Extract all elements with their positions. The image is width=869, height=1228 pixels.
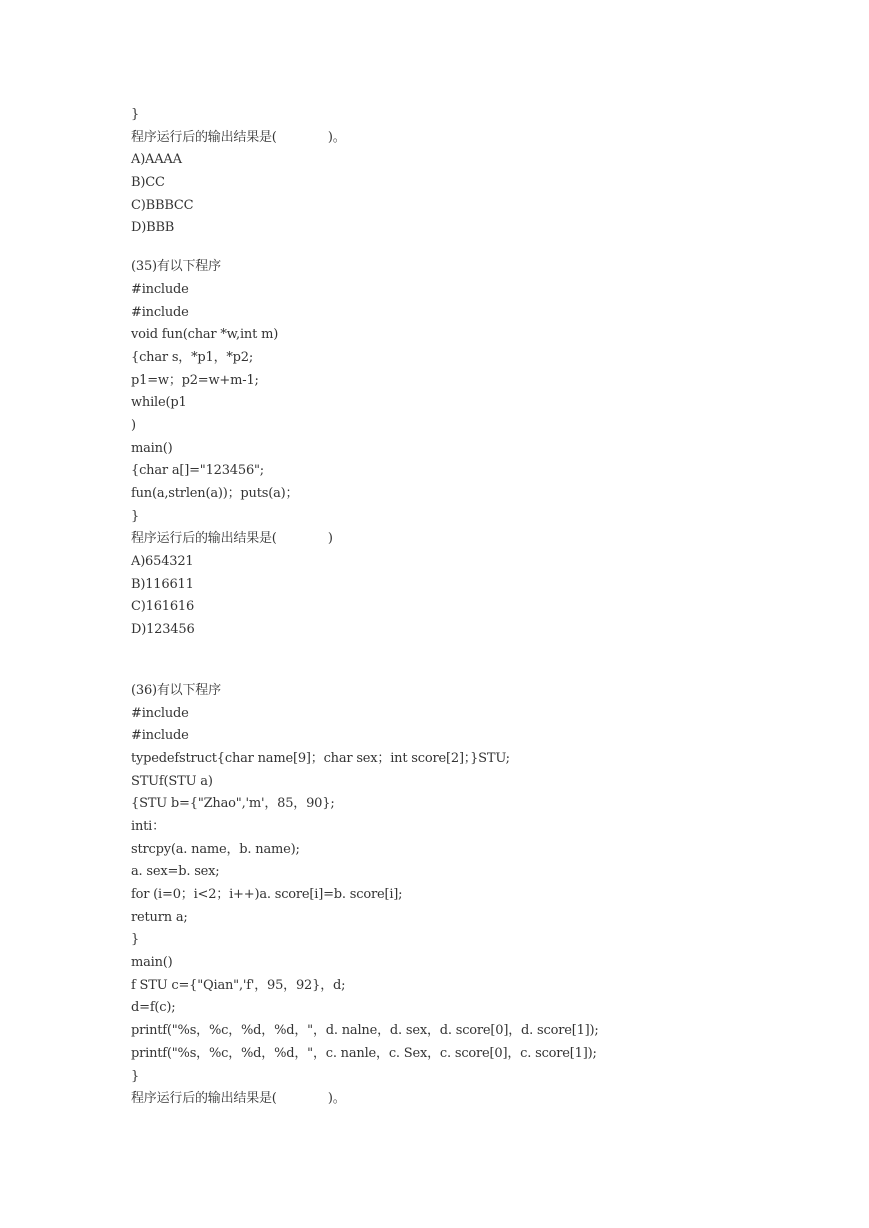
code-line: #include <box>131 705 189 721</box>
spacer <box>131 240 851 256</box>
question-34-tail <box>131 104 851 240</box>
code-line: void fun(char *w,int m) <box>131 327 279 343</box>
question-prompt: 程序运行后的输出结果是( )。 <box>131 1091 346 1107</box>
answer-option-d: D)123456 <box>131 622 195 638</box>
answer-option-b: B)CC <box>131 175 165 191</box>
code-line: inti： <box>131 818 165 834</box>
question-35 <box>131 256 851 642</box>
code-line: } <box>131 932 140 948</box>
question-prompt: 程序运行后的输出结果是( )。 <box>131 129 346 145</box>
code-line: STUf(STU a) <box>131 773 213 789</box>
code-line: strcpy(a. name，b. name); <box>131 841 300 857</box>
code-line: #include <box>131 304 189 320</box>
code-line: return a; <box>131 909 188 925</box>
code-line: printf("%s，%c，%d，%d，"，c. nanle，c. Sex，c. score[0]，c. score[1]); <box>131 1045 597 1061</box>
spacer <box>131 642 851 680</box>
code-line: } <box>131 508 140 524</box>
code-line: for (i=0；i<2；i++)a. score[i]=b. score[i]; <box>131 887 403 902</box>
code-line: while(p1 <box>131 395 187 411</box>
answer-option-d: D)BBB <box>131 220 175 236</box>
answer-option-b: B)116611 <box>131 576 194 592</box>
code-line: p1=w；p2=w+m-1; <box>131 372 259 388</box>
code-line: {char s，*p1，*p2; <box>131 349 254 365</box>
code-line: main() <box>131 440 173 456</box>
code-line: {STU b={"Zhao",'m'，85，90}; <box>131 796 335 812</box>
code-line: a. sex=b. sex; <box>131 864 220 880</box>
question-title: (36)有以下程序 <box>131 682 221 698</box>
code-line: f STU c={"Qian",'f'，95，92}，d; <box>131 977 346 993</box>
code-line: fun(a,strlen(a))；puts(a)； <box>131 486 299 501</box>
answer-option-c: C)BBBCC <box>131 197 194 213</box>
code-line: main() <box>131 955 173 971</box>
answer-option-a: A)AAAA <box>131 152 182 168</box>
code-line: #include <box>131 281 189 297</box>
document-page <box>131 104 851 1111</box>
question-title: (35)有以下程序 <box>131 259 221 275</box>
code-line: ) <box>131 417 136 433</box>
code-line: d=f(c); <box>131 1000 176 1016</box>
question-36 <box>131 680 851 1111</box>
code-line: {char a[]="123456"; <box>131 463 264 479</box>
code-line: typedefstruct{char name[9]；char sex；int score[2]；}STU; <box>131 750 510 766</box>
code-line: } <box>131 107 140 122</box>
code-line: #include <box>131 728 189 744</box>
answer-option-a: A)654321 <box>131 554 194 570</box>
question-prompt: 程序运行后的输出结果是( ) <box>131 531 333 547</box>
code-line: printf("%s，%c，%d，%d，"，d. nalne，d. sex，d. score[0]，d. score[1]); <box>131 1023 599 1039</box>
code-line: } <box>131 1068 140 1084</box>
answer-option-c: C)161616 <box>131 599 195 615</box>
